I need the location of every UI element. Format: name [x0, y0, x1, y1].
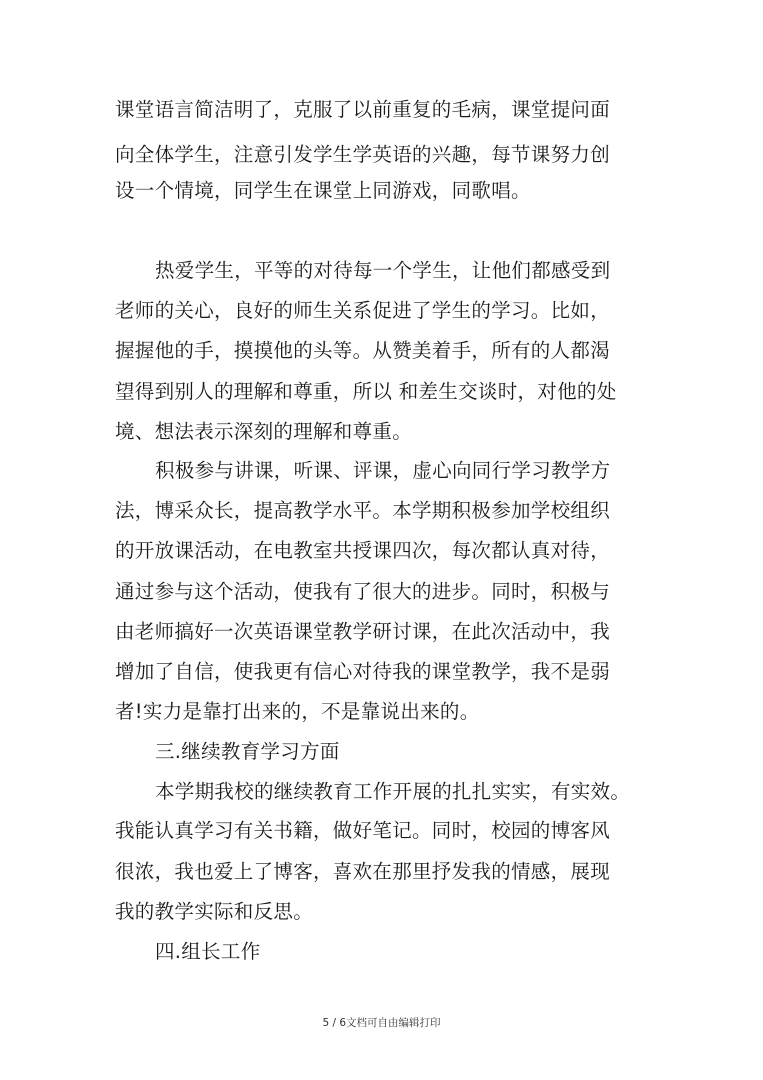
text-line: 者!实力是靠打出来的，不是靠说出来的。 [115, 700, 480, 723]
text-line: 望得到别人的理解和尊重，所以 和差生交谈时，对他的处 [115, 380, 617, 403]
text-line: 法，博采众长，提高教学水平。本学期积极参加学校组织 [115, 499, 611, 522]
text-line: 向全体学生，注意引发学生学英语的兴趣，每节课努力创 [115, 143, 611, 166]
text-line: 握握他的手，摸摸他的头等。从赞美着手，所有的人都渴 [115, 339, 611, 362]
text-line: 很浓，我也爱上了博客，喜欢在那里抒发我的情感，展现 [115, 860, 611, 883]
paragraph-start-line: 积极参与讲课，听课、评课，虚心向同行学习教学方 [155, 459, 611, 482]
text-line: 我能认真学习有关书籍，做好笔记。同时，校园的博客风 [115, 819, 611, 842]
page-footer: 5 / 6文档可自由编辑打印 [322, 1017, 441, 1029]
text-line: 境、想法表示深刻的理解和尊重。 [115, 420, 413, 443]
section-heading: 四.组长工作 [155, 940, 261, 963]
text-line: 增加了自信，使我更有信心对待我的课堂教学，我不是弱 [115, 660, 611, 683]
section-heading: 三.继续教育学习方面 [155, 740, 340, 763]
paragraph-start-line: 热爱学生，平等的对待每一个学生，让他们都感受到 [155, 259, 611, 282]
text-line: 课堂语言简洁明了，克服了以前重复的毛病，课堂提问面 [115, 98, 611, 121]
paragraph-start-line: 本学期我校的继续教育工作开展的扎扎实实，有实效。 [155, 780, 631, 803]
text-line: 老师的关心，良好的师生关系促进了学生的学习。比如， [115, 299, 611, 322]
text-line: 由老师搞好一次英语课堂教学研讨课，在此次活动中，我 [115, 620, 611, 643]
text-line: 通过参与这个活动，使我有了很大的进步。同时，积极与 [115, 580, 611, 603]
text-line: 设一个情境，同学生在课堂上同游戏，同歌唱。 [115, 179, 531, 202]
text-line: 的开放课活动，在电教室共授课四次，每次都认真对待， [115, 539, 611, 562]
text-line: 我的教学实际和反思。 [115, 900, 314, 923]
